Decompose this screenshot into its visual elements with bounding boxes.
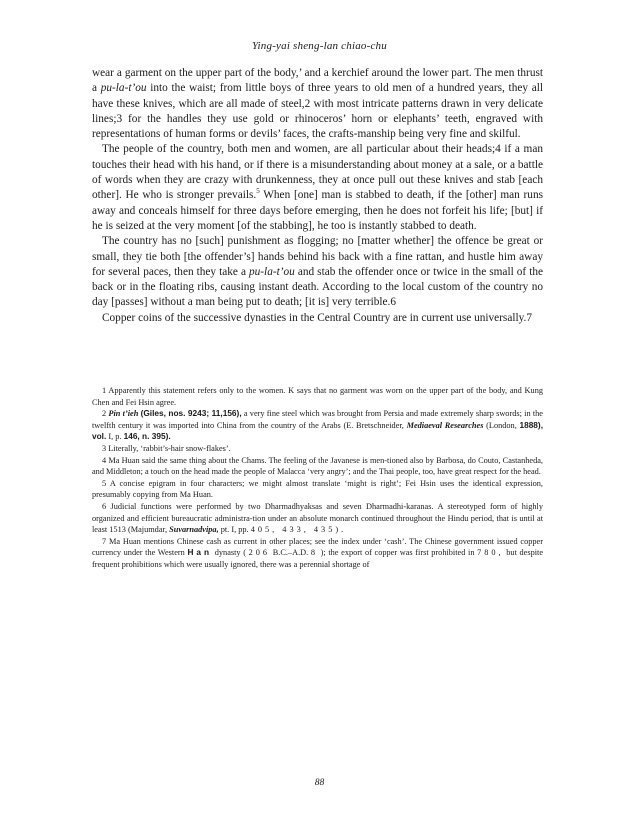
running-head: Ying-yai sheng-lan chiao-chu [252,40,387,52]
text-run: When [one] man is stabbed to death, if the [other] man runs away and conceals himself for three days before emerging, then he does not forfeit his life; [but] if he is seized at the very moment [of the stabbing], he too is instantly stabbed to death. [92,189,543,232]
text-run: 4 Ma Huan said the same thing about the Chams. The feeling of the Javanese is men-tioned also by Barbosa, do Couto, Castanheda, and Middleton; a touch on the head made the people of Malacca ‘very angry’; and the Thai people, too, have great respect for the head. [92,455,543,477]
text-run: (Giles, nos. 9243; 11,156), [140,408,242,419]
text-run: 5 [256,187,260,196]
text-run: 206 [248,548,271,558]
footnotes [92,385,543,571]
text-run: and stab the offender once or twice in the small of the back or in the floating ribs, causing instant death. According to the local custom of the country no day [passes] without a man being put to death; [it is] very terrible.6 [92,265,543,309]
text-run: into the waist; from little boys of three years to old men of a hundred years, they all have these knives, which are all made of steel,2 with most intricate patterns drawn in very delicate lines;3 for the handles they use gold or rhinoceros’ horn or elephants’ teeth, engraved with representations of human forms or devils’ faces, the crafts-manship being very fine and skilful. [92,82,544,141]
footnote [92,478,543,501]
text-run: 1 Apparently this statement refers only to the women. K says that no garment was worn on the upper part of the body, and Kung Chen and Fei Hsin agree. [92,386,543,407]
text-run: but despite frequent prohibitions which were usually ignored, there was a perennial shortage of [92,548,544,569]
body-paragraph [92,234,543,310]
body-paragraph [92,142,543,234]
italic-term: pu-la-t’ou [249,265,295,278]
footnote [92,501,543,536]
text-run: I, p. [106,432,124,442]
footnote [92,408,543,443]
text-run: pt. I, pp. [218,525,251,535]
body-paragraph [92,66,543,142]
footnote [92,536,543,571]
text-run: a very fine steel which was brought from Persia and made extremely sharp swords; in the twelfth century it was imported into China from the country of the Arabs (E. Bretschneider, [92,409,543,430]
footnote [92,455,543,478]
text-run: 6 Judicial functions were performed by two Dharmadhyaksas and seven Dharmadhi-karanas. A stereotyped form of highly organized and efficient bureaucratic administra-tion under an absolute monarch continued throughout the Hindu period, that is until at least 1513 (Majumdar, [92,501,543,535]
footnote [92,443,543,455]
italic-term: Mediaeval Researches [406,420,484,430]
italic-term: Suvarnadvipa, [169,525,219,535]
text-run: dynasty ( [212,548,249,558]
text-run: 8 [310,548,319,558]
text-run: 1888), vol. [92,419,543,442]
page-number: 88 [314,778,325,788]
text-run: 780, [477,548,504,558]
italic-term: Pin t’ieh [108,409,139,419]
text-run: Copper coins of the successive dynasties in the Central Country are in current use universally.7 [102,311,533,324]
footnote [92,385,543,408]
text-run: 146, n. 395). [123,431,171,442]
text-run: 405, 433, 435). [250,525,347,535]
text-run: Han [187,547,213,558]
text-run: ); the export of copper was first prohibited in [318,548,478,558]
text-run: 3 Literally, ‘rabbit’s-hair snow-flakes’. [102,443,231,453]
main-text [92,66,543,326]
text-run: wear a garment on the upper part of the body,’ and a kerchief around the lower part. The men thrust a [92,67,543,95]
text-run: 2 [102,409,109,419]
text-run: 5 A concise epigram in four characters; we might almost translate ‘might is right’; Fei Hsin uses the identical expression, presumably copying from Ma Huan. [92,478,543,500]
body-paragraph [92,311,543,326]
text-run: B.C.–A.D. [270,548,311,558]
text-run: The country has no [such] punishment as flogging; no [matter whether] the offence be great or small, they tie both [the offender’s] hands behind his back with a fine rattan, and hustle him away for several paces, then they take a [92,235,543,278]
text-run: (London, [483,420,520,430]
text-run: The people of the country, both men and women, are all particular about their heads;4 if a man touches their head with his hand, or if there is a misunderstanding about money at a sale, or a battle of words when they are crazy with drunkenness, they at once pull out these knives and stab [each other]. He who is stronger prevails. [92,143,543,202]
italic-term: pu-la-t’ou [100,82,147,95]
text-run: 7 Ma Huan mentions Chinese cash as current in other places; see the index under ‘cash’. The Chinese government issued copper currency under the Western [92,536,543,558]
